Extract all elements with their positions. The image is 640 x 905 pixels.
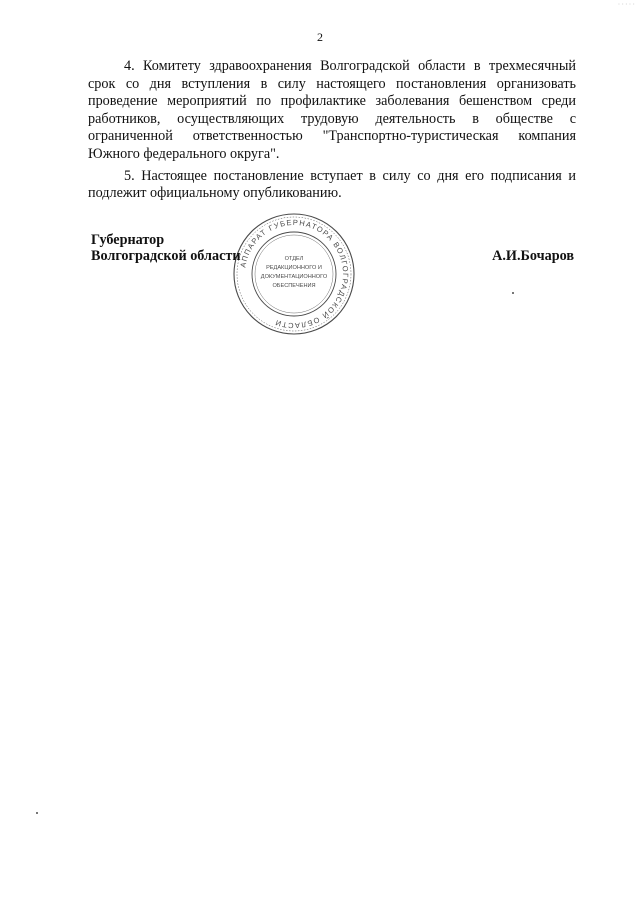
signature-name: А.И.Бочаров	[492, 248, 574, 264]
page-number: 2	[317, 30, 323, 44]
signature-title	[91, 232, 241, 264]
scan-corner-mark: ·····	[617, 0, 636, 9]
seal-inner-line-3: ДОКУМЕНТАЦИОННОГО	[260, 274, 328, 280]
paragraph-4: 4. Комитету здравоохранения Волгоградской области в трехмесячный срок со дня вступления в силу настоящего постановления организовать проведение мероприятий по профилактике заболевания бешенством среди работников, осуществляющих трудовую деятельность в обществе с ограниченной ответственностью "Транспортно-туристическая компания Южного федерального округа".	[88, 58, 576, 162]
seal-inner-line-1: ОТДЕЛ	[284, 256, 304, 262]
seal-inner-line-4: ОБЕСПЕЧЕНИЯ	[272, 283, 316, 289]
paragraph-5: 5. Настоящее постановление вступает в силу со дня его подписания и подлежит официальному опубликованию.	[88, 167, 576, 202]
seal-inner-line-2: РЕДАКЦИОННОГО И	[266, 265, 322, 271]
seal-ring-text: АППАРАТ ГУБЕРНАТОРА ВОЛГОГРАДСКОЙ ОБЛАСТИ	[238, 217, 351, 331]
signature-title-line1: Губернатор	[91, 232, 165, 248]
scan-speck	[512, 292, 514, 294]
official-seal	[232, 212, 356, 336]
scan-speck	[36, 812, 38, 814]
document-body	[88, 58, 576, 207]
signature-title-line2: Волгоградской области	[91, 248, 241, 264]
